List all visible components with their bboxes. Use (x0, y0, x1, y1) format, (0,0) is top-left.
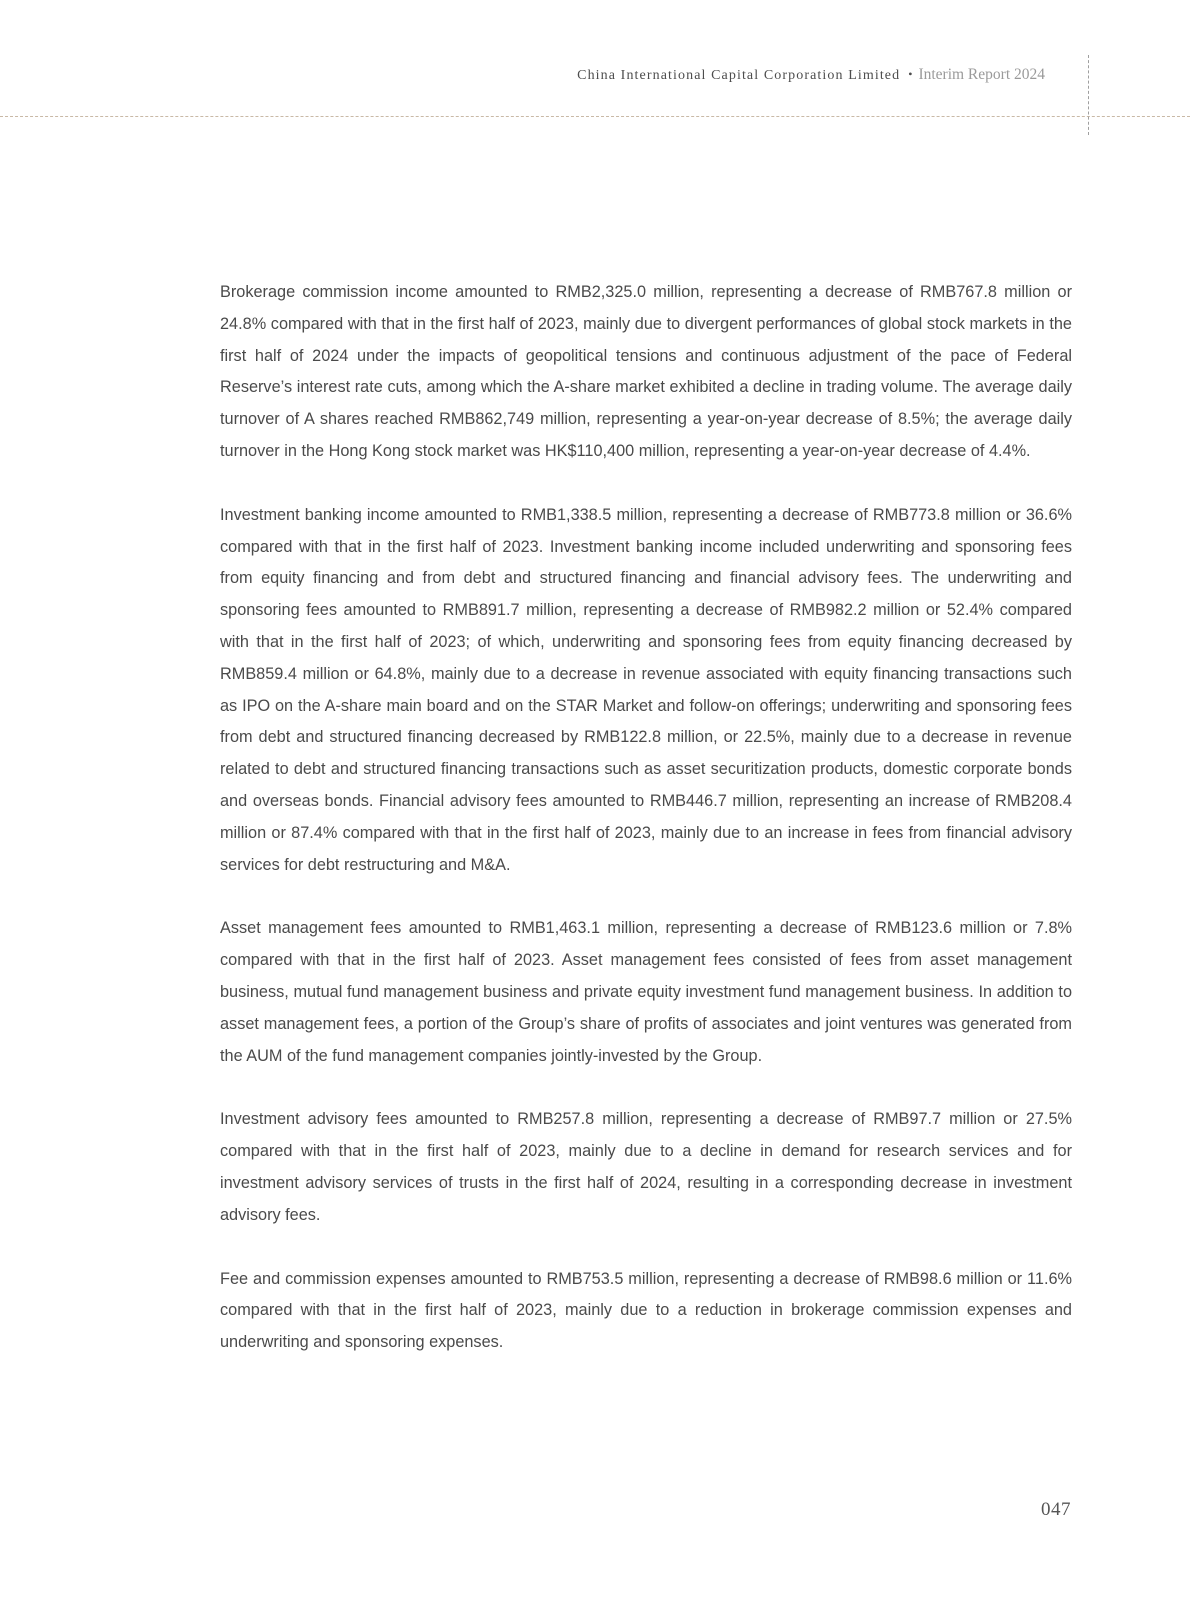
running-header (577, 64, 1045, 87)
company-name: China International Capital Corporation Limited (577, 68, 901, 83)
body-text (220, 277, 1072, 1391)
paragraph-asset-management: Asset management fees amounted to RMB1,463.1 million, representing a decrease of RMB123.6 million or 7.8% compared with that in the first half of 2023. Asset management fees consisted of fees from asset management business, mutual fund management business and private equity investment fund management business. In addition to asset management fees, a portion of the Group’s share of profits of associates and joint ventures was generated from the AUM of the fund management companies jointly-invested by the Group. (220, 919, 1072, 1065)
crop-mark-vertical (1088, 55, 1089, 135)
paragraph-brokerage-commission: Brokerage commission income amounted to RMB2,325.0 million, representing a decrease of RMB767.8 million or 24.8% compared with that in the first half of 2023, mainly due to divergent performances of global stock markets in the first half of 2024 under the impacts of geopolitical tensions and continuous adjustment of the pace of Federal Reserve’s interest rate cuts, among which the A-share market exhibited a decline in trading volume. The average daily turnover of A shares reached RMB862,749 million, representing a year-on-year decrease of 8.5%; the average daily turnover in the Hong Kong stock market was HK$110,400 million, representing a year-on-year decrease of 4.4%. (220, 283, 1072, 460)
header-dashed-divider (0, 116, 1190, 117)
paragraph-fee-commission-expenses: Fee and commission expenses amounted to RMB753.5 million, representing a decrease of RMB98.6 million or 11.6% compared with that in the first half of 2023, mainly due to a reduction in brokerage commission expenses and underwriting and sponsoring expenses. (220, 1269, 1072, 1352)
report-title: Interim Report 2024 (918, 66, 1045, 83)
paragraph-investment-banking: Investment banking income amounted to RMB1,338.5 million, representing a decrease of RMB773.8 million or 36.6% compared with that in the first half of 2023. Investment banking income included underwriting and sponsoring fees from equity financing and from debt and structured financing and financial advisory fees. The underwriting and sponsoring fees amounted to RMB891.7 million, representing a decrease of RMB982.2 million or 52.4% compared with that in the first half of 2023; of which, underwriting and sponsoring fees from equity financing decreased by RMB859.4 million or 64.8%, mainly due to a decrease in revenue associated with equity financing transactions such as IPO on the A-share main board and on the STAR Market and follow-on offerings; underwriting and sponsoring fees from debt and structured financing decreased by RMB122.8 million, or 22.5%, mainly due to a decrease in revenue related to debt and structured financing transactions such as asset securitization products, domestic corporate bonds and overseas bonds. Financial advisory fees amounted to RMB446.7 million, representing an increase of RMB208.4 million or 87.4% compared with that in the first half of 2023, mainly due to an increase in fees from financial advisory services for debt restructuring and M&A. (220, 505, 1072, 874)
header-bullet: • (908, 67, 913, 81)
paragraph-investment-advisory: Investment advisory fees amounted to RMB257.8 million, representing a decrease of RMB97.7 million or 27.5% compared with that in the first half of 2023, mainly due to a decline in demand for research services and for investment advisory services of trusts in the first half of 2024, resulting in a corresponding decrease in investment advisory fees. (220, 1110, 1072, 1224)
page-number: 047 (1041, 1499, 1071, 1520)
